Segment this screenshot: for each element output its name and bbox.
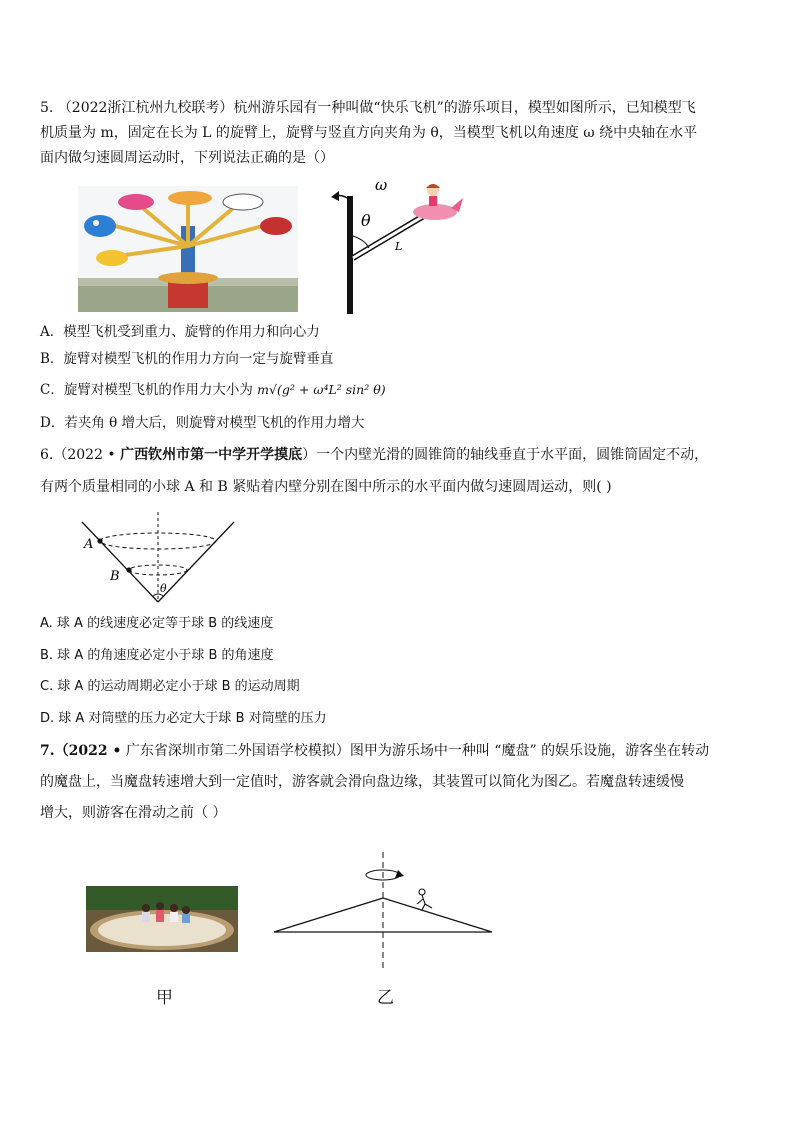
q6-number: 6.（2022 • [40,447,121,463]
q5-stem-line-3: 面内做匀速圆周运动时，下列说法正确的是（） [40,150,334,166]
q6-option-d[interactable]: D. 球 A 对筒壁的压力必定大于球 B 对筒壁的压力 [40,711,327,726]
length-label: L [395,240,403,253]
q6-option-c[interactable]: C. 球 A 的运动周期必定小于球 B 的运动周期 [40,679,300,694]
ball-b [126,567,131,572]
q5-ride-photo [78,186,298,312]
q6-option-b[interactable]: B. 球 A 的角速度必定小于球 B 的角速度 [40,648,274,663]
q5-stem-line-1: 5. （2022浙江杭州九校联考）杭州游乐园有一种叫做“快乐飞机”的游乐项目，模型如图所示，已知模型飞 [40,100,696,116]
q5-option-b[interactable]: B．旋臂对模型飞机的作用力方向一定与旋臂垂直 [40,351,334,367]
vertical-pole [347,196,353,314]
q7-caption-yi: 乙 [377,988,394,1008]
q6-stem-line-2: 有两个质量相同的小球 A 和 B 紧贴着内壁分别在图中所示的水平面内做匀速圆周运动，则( ) [40,479,612,495]
q5-option-c[interactable] [40,380,386,400]
q7-stem-line-3: 增大，则游客在滑动之前（ ） [40,805,227,821]
label-a: A [84,537,94,552]
q6-stem-line-1 [40,445,708,465]
cone-left-wall [82,522,158,602]
sliding-person-icon [417,889,432,910]
q7-stem-text: 广东省深圳市第二外国语学校模拟）图甲为游乐场中一种叫 “魔盘” 的娱乐设施，游客坐在转动 [121,743,710,759]
label-theta: θ [160,582,167,595]
label-b: B [110,569,120,584]
q6-option-a[interactable]: A. 球 A 的线速度必定等于球 B 的线速度 [40,616,274,631]
q7-stem-line-1 [40,741,709,761]
q7-number: 7.（2022 • [40,743,122,759]
omega-label: ω [375,178,388,194]
q6-source: 广西钦州市第一中学开学摸底 [120,447,303,463]
plane-with-child [413,184,463,220]
ball-a [97,538,102,543]
orbit-a [100,533,216,549]
q5-option-d[interactable]: D．若夹角 θ 增大后，则旋臂对模型飞机的作用力增大 [40,415,365,431]
q7-magic-disc-photo [86,886,238,952]
q7-simplified-diagram [272,852,494,970]
theta-label: θ [361,211,371,230]
q7-stem-line-2: 的魔盘上，当魔盘转速增大到一定值时，游客就会滑向盘边缘，其装置可以简化为图乙。若魔盘转速缓慢 [40,774,684,790]
q5-option-c-formula: m√(g² + ω⁴L² sin² θ) [257,382,386,397]
q5-stem-line-2: 机质量为 m，固定在长为 L 的旋臂上，旋臂与竖直方向夹角为 θ，当模型飞机以角速度 ω 绕中央轴在水平 [40,125,698,141]
q5-schematic-diagram [325,178,475,316]
q7-caption-jia: 甲 [156,988,173,1008]
q5-option-c-text: C．旋臂对模型飞机的作用力大小为 [40,382,253,398]
cone-right-wall [158,522,234,602]
q6-stem-text: ）一个内壁光滑的圆锥筒的轴线垂直于水平面，圆锥筒固定不动， [302,447,709,463]
q5-option-a[interactable]: A．模型飞机受到重力、旋臂的作用力和向心力 [40,324,320,340]
q6-cone-diagram [74,512,244,606]
